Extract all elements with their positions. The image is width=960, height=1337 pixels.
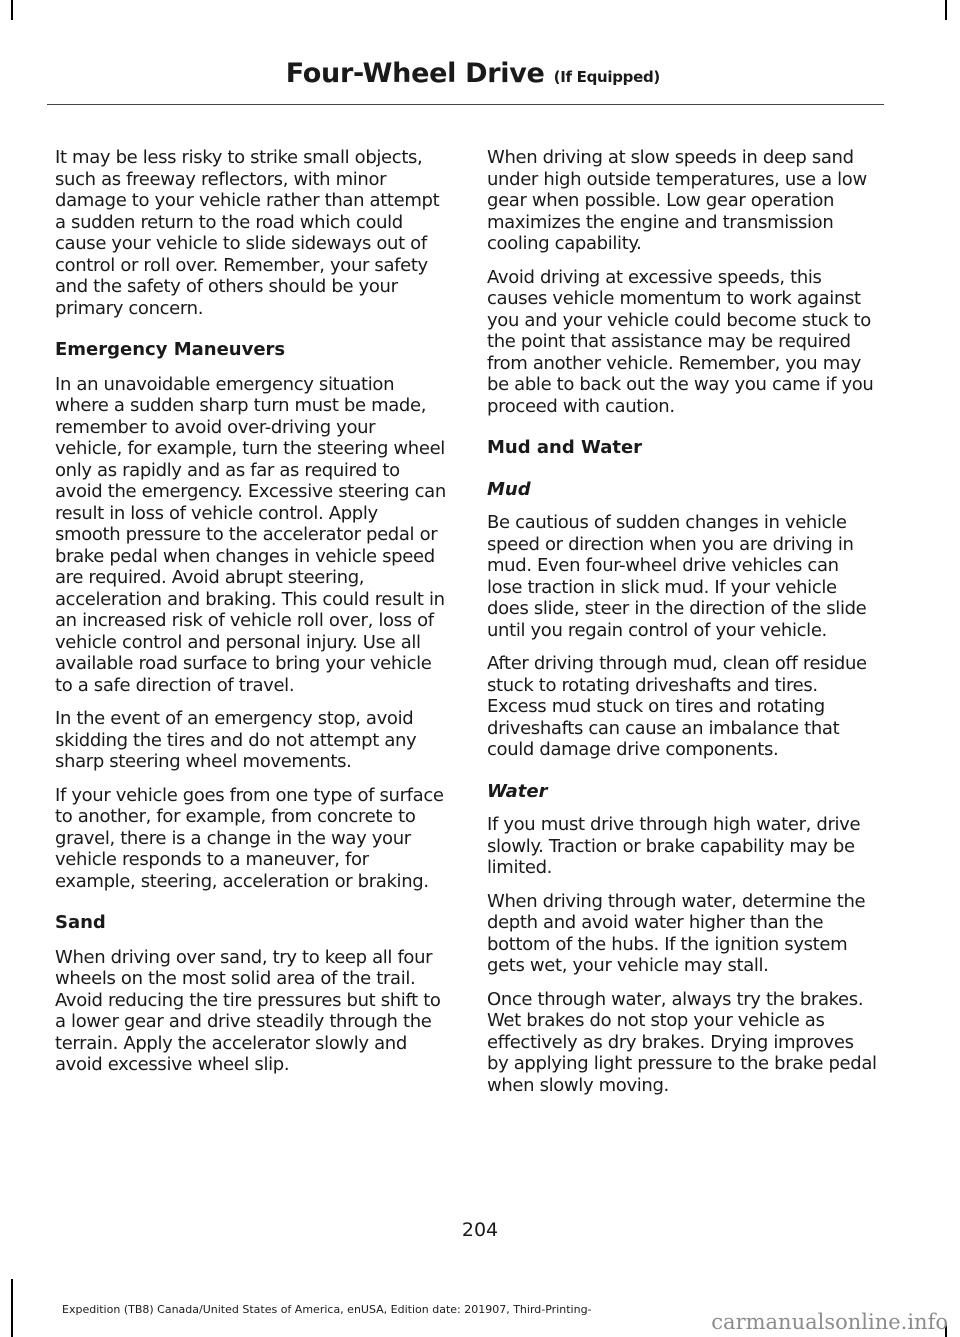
crop-mark-top-right [945,0,947,20]
crop-mark-bottom-left [11,1279,13,1337]
heading-sand: Sand [55,912,106,933]
section-title: Four-Wheel Drive [285,58,545,89]
paragraph: If your vehicle goes from one type of surface to another, for example, from concrete to gravel, there is a change in the way your vehicle responds to a maneuver, for example, steering, acceleration or braking. [55,784,444,892]
paragraph: When driving over sand, try to keep all four wheels on the most solid area of the trail. Avoid reducing the tire pressures but shift to a lower gear and drive steadily through the terrain. Apply the accelerator slowly and avoid excessive wheel slip. [55,946,441,1075]
right-column [487,147,879,1108]
crop-mark-top-left [11,0,13,20]
paragraph: In the event of an emergency stop, avoid skidding the tires and do not attempt any sharp steering wheel movements. [55,708,417,772]
left-column [55,147,447,1088]
edition-footer: Expedition (TB8) Canada/United States of America, enUSA, Edition date: 201907, Third-Printing- [62,1303,592,1316]
paragraph: If you must drive through high water, drive slowly. Traction or brake capability may be limited. [487,814,861,878]
paragraph: It may be less risky to strike small objects, such as freeway reflectors, with minor damage to your vehicle rather than attempt a sudden return to the road which could cause your vehicle to slide sideways out of control or roll over. Remember, your safety and the safety of others should be your primary concern. [55,147,440,319]
subheading-water: Water [487,780,548,802]
paragraph: Be cautious of sudden changes in vehicle speed or direction when you are driving in mud. Even four-wheel drive vehicles can lose traction in slick mud. If your vehicle does slide, steer in the direction of the slide until you regain control of your vehicle. [487,512,867,641]
paragraph: When driving through water, determine the depth and avoid water higher than the bottom of the hubs. If the ignition system gets wet, your vehicle may stall. [487,890,866,976]
paragraph: Avoid driving at excessive speeds, this causes vehicle momentum to work against you and your vehicle could become stuck to the point that assistance may be required from another vehicle. Remember, you may be able to back out the way you came if you proceed with caution. [487,266,874,417]
paragraph: In an unavoidable emergency situation where a sudden sharp turn must be made, remember to avoid over-driving your vehicle, for example, turn the steering wheel only as rapidly and as far as required to avoid the emergency. Excessive steering can result in loss of vehicle control. Apply smooth pressure to the accelerator pedal or brake pedal when changes in vehicle speed are required. Avoid abrupt steering, acceleration and braking. This could result in an increased risk of vehicle roll over, loss of vehicle control and personal injury. Use all available road surface to bring your vehicle to a safe direction of travel. [55,373,446,696]
heading-mud-and-water: Mud and Water [487,437,643,458]
section-subtitle: (If Equipped) [553,68,660,86]
page-title [286,58,660,89]
subheading-mud: Mud [487,478,531,500]
paragraph: Once through water, always try the brakes. Wet brakes do not stop your vehicle as effectively as dry brakes. Drying improves by applying light pressure to the brake pedal when slowly moving. [487,988,877,1096]
header-divider [47,104,884,105]
paragraph: When driving at slow speeds in deep sand under high outside temperatures, use a low gear when possible. Low gear operation maximizes the engine and transmission cooling capability. [487,147,867,254]
watermark: carmanualsonline.info [711,1310,948,1334]
heading-emergency-maneuvers: Emergency Maneuvers [55,339,286,360]
paragraph: After driving through mud, clean off residue stuck to rotating driveshafts and tires. Excess mud stuck on tires and rotating driveshafts can cause an imbalance that could damage drive components. [487,653,867,760]
page-number: 204 [461,1219,499,1241]
